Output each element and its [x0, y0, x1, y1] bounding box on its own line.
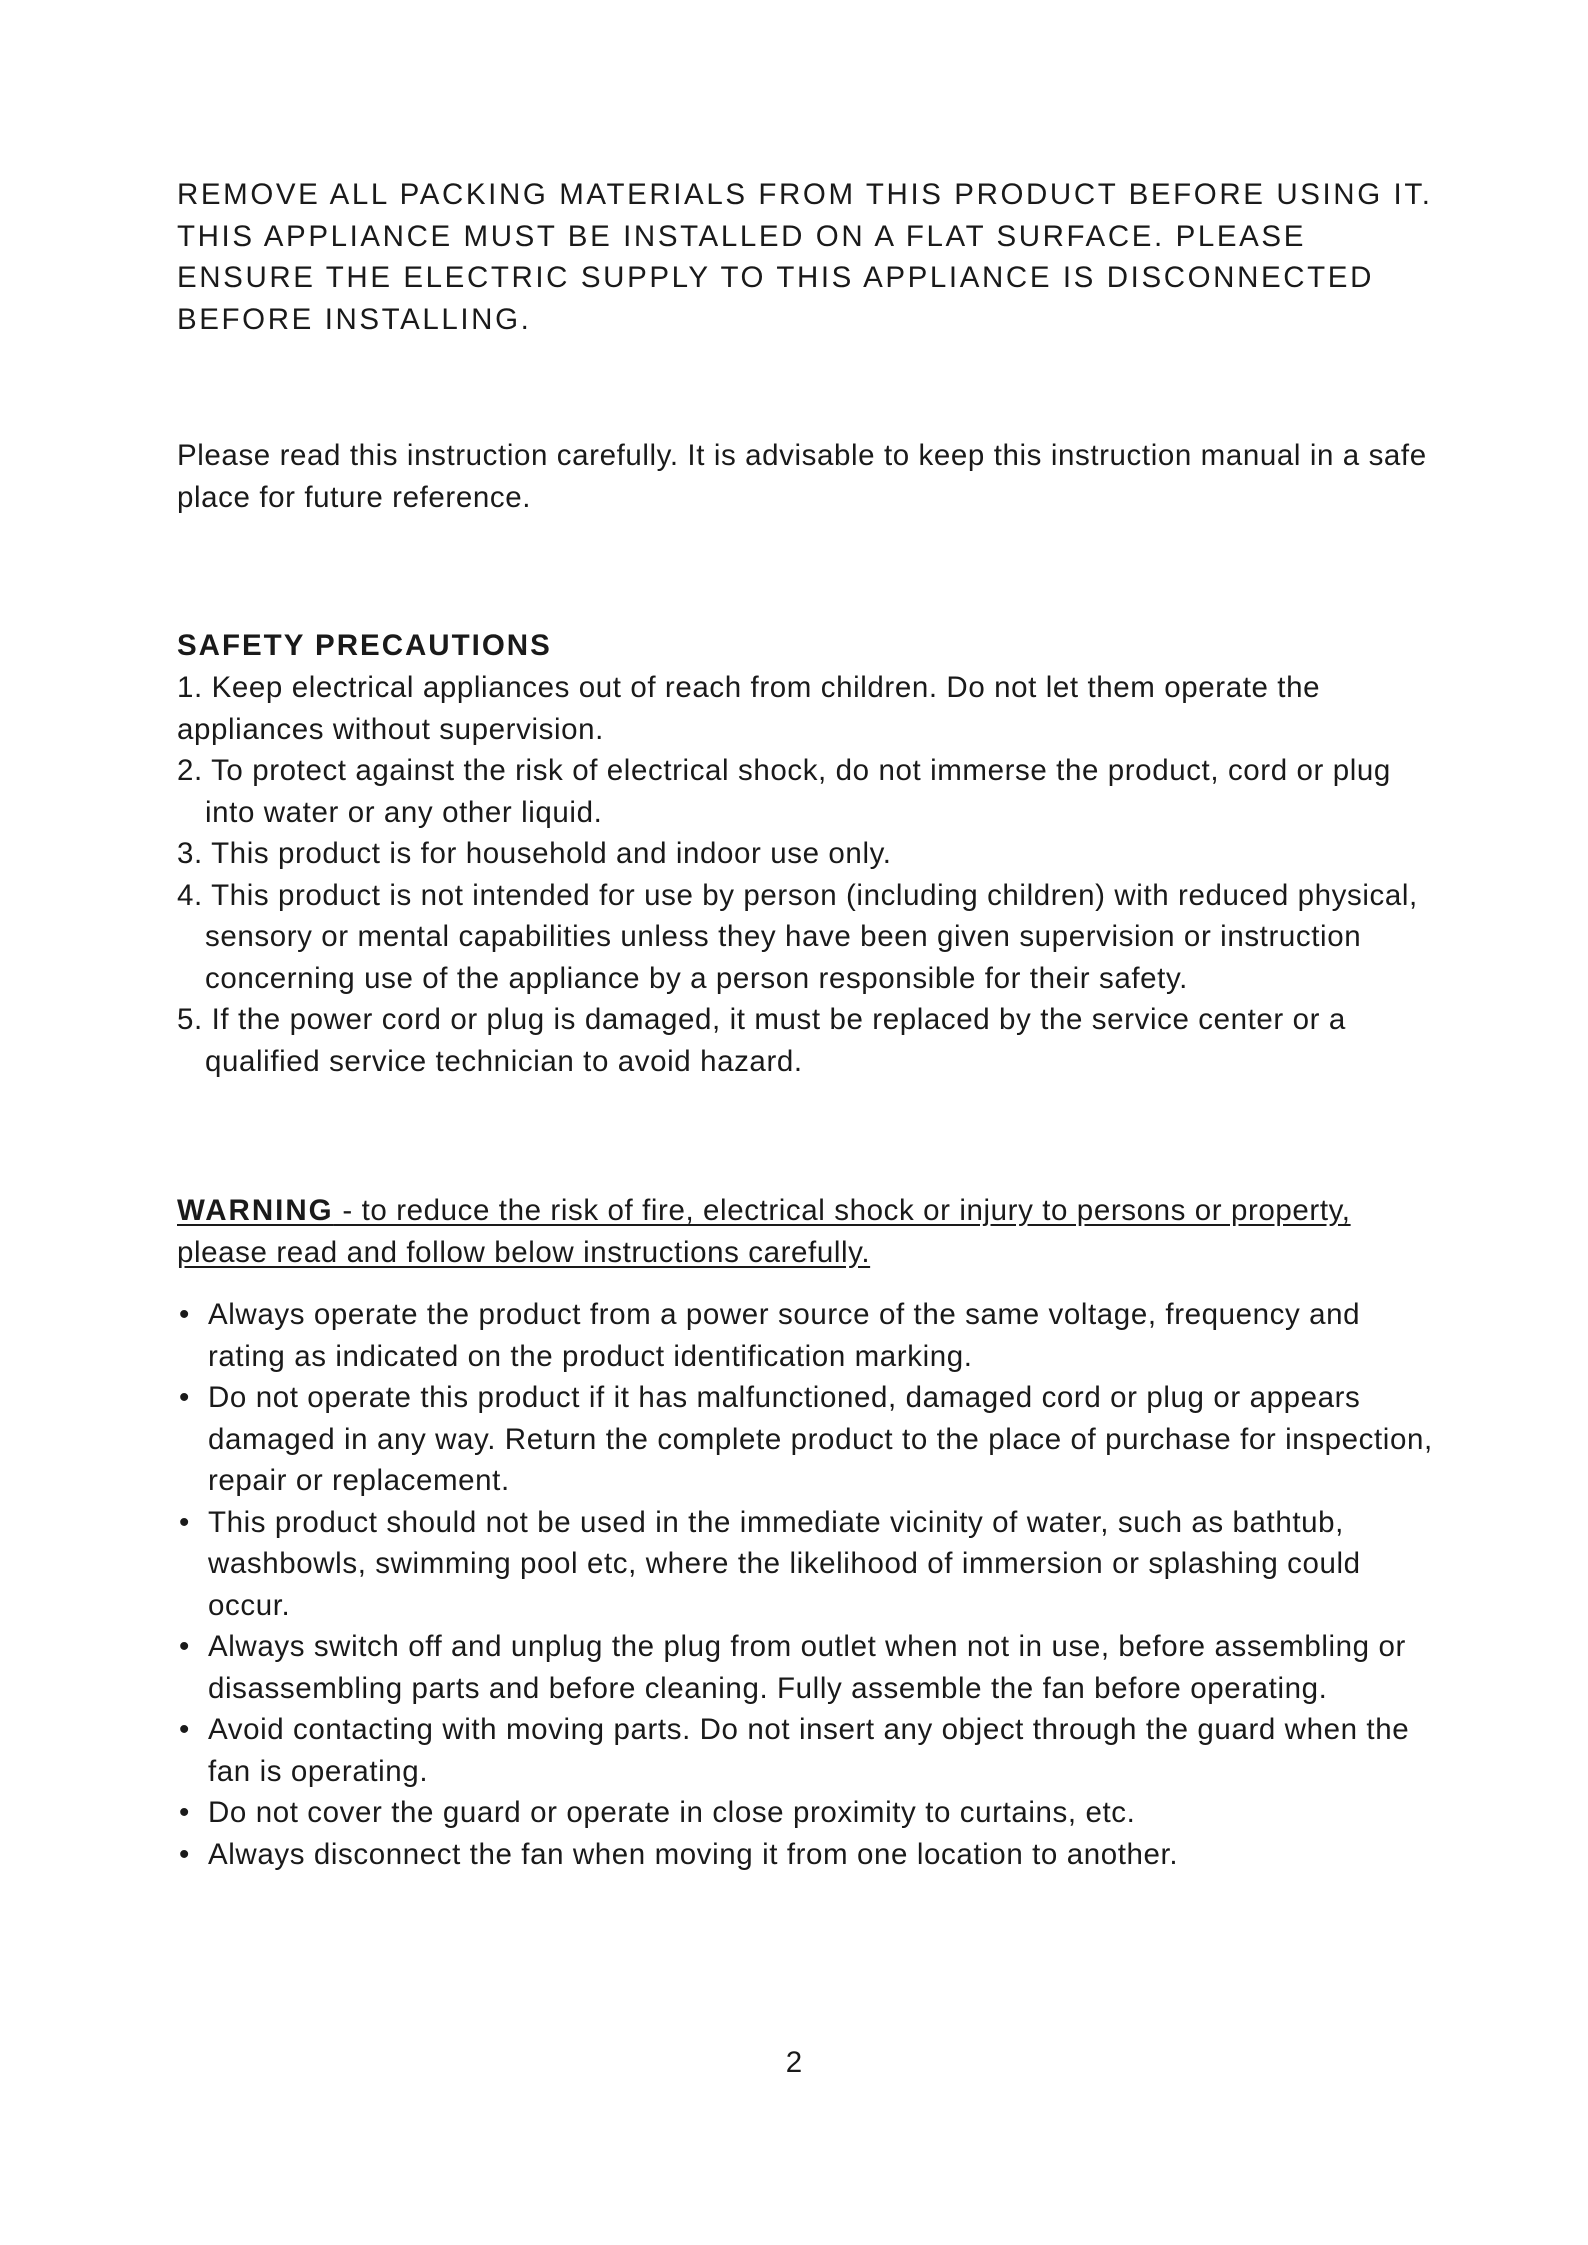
intro-paragraph: Please read this instruction carefully. It is advisable to keep this instruction manual in a safe place for future reference. [177, 439, 1427, 514]
warning-item-text: Do not cover the guard or operate in close proximity to curtains, etc. [208, 1796, 1136, 1829]
warning-label: WARNING [177, 1194, 334, 1227]
warning-item [177, 1792, 1437, 1834]
page-number: 2 [785, 2046, 803, 2079]
warning-heading [177, 1190, 1437, 1273]
warning-section [177, 1190, 1437, 1875]
bullet-icon: • [179, 1381, 190, 1414]
warning-item-text: Always switch off and unplug the plug from outlet when not in use, before assembling or disassembling parts and before cleaning. Fully assemble the fan before operating. [208, 1630, 1406, 1705]
packing-notice-line: REMOVE ALL PACKING MATERIALS FROM THIS PRODUCT BEFORE USING IT. [177, 178, 1433, 211]
safety-precautions-section [177, 625, 1437, 1082]
warning-item-text: Avoid contacting with moving parts. Do not insert any object through the guard when the fan is operating. [208, 1713, 1410, 1788]
warning-item-text: Do not operate this product if it has malfunctioned, damaged cord or plug or appears damaged in any way. Return the complete product to the place of purchase for inspection, repair or replacement. [208, 1381, 1433, 1497]
safety-heading: SAFETY PRECAUTIONS [177, 629, 552, 662]
safety-item: 5. If the power cord or plug is damaged, it must be replaced by the service center or a qualified service technician to avoid hazard. [177, 1003, 1346, 1078]
warning-text: - to reduce the risk of fire, electrical shock or injury to persons or property, please read and follow below instructions carefully. [177, 1194, 1351, 1269]
safety-item: 3. This product is for household and indoor use only. [177, 837, 892, 870]
bullet-icon: • [179, 1837, 190, 1871]
warning-item [177, 1502, 1437, 1627]
safety-item: 2. To protect against the risk of electrical shock, do not immerse the product, cord or plug into water or any other liquid. [177, 754, 1391, 829]
bullet-icon: • [179, 1298, 190, 1331]
bullet-icon: • [179, 1796, 190, 1829]
packing-notice [177, 174, 1437, 340]
installation-notice-line: THIS APPLIANCE MUST BE INSTALLED ON A FLAT SURFACE. PLEASE ENSURE THE ELECTRIC SUPPLY TO THIS APPLIANCE IS DISCONNECTED BEFORE INSTALLING. [177, 219, 1374, 336]
warning-item [177, 1626, 1437, 1709]
bullet-icon: • [179, 1630, 190, 1663]
warning-item-text: Always operate the product from a power source of the same voltage, frequency and rating as indicated on the product identification marking. [208, 1298, 1361, 1373]
warning-item [177, 1709, 1437, 1792]
warning-item [177, 1834, 1437, 1876]
safety-item: 1. Keep electrical appliances out of reach from children. Do not let them operate the appliances without supervision. [177, 671, 1321, 746]
warning-item [177, 1377, 1437, 1502]
bullet-icon: • [179, 1505, 190, 1539]
safety-list [177, 667, 1437, 1082]
warning-list [177, 1294, 1437, 1875]
bullet-icon: • [179, 1713, 190, 1746]
warning-item [177, 1294, 1437, 1377]
warning-item-text: Always disconnect the fan when moving it from one location to another. [208, 1837, 1179, 1871]
safety-item: 4. This product is not intended for use by person (including children) with reduced physical, sensory or mental capabilities unless they have been given supervision or instruction concerning use of the appliance by a person responsible for their safety. [177, 878, 1418, 995]
warning-item-text: This product should not be used in the immediate vicinity of water, such as bathtub, washbowls, swimming pool etc, where the likelihood of immersion or splashing could occur. [208, 1505, 1361, 1622]
